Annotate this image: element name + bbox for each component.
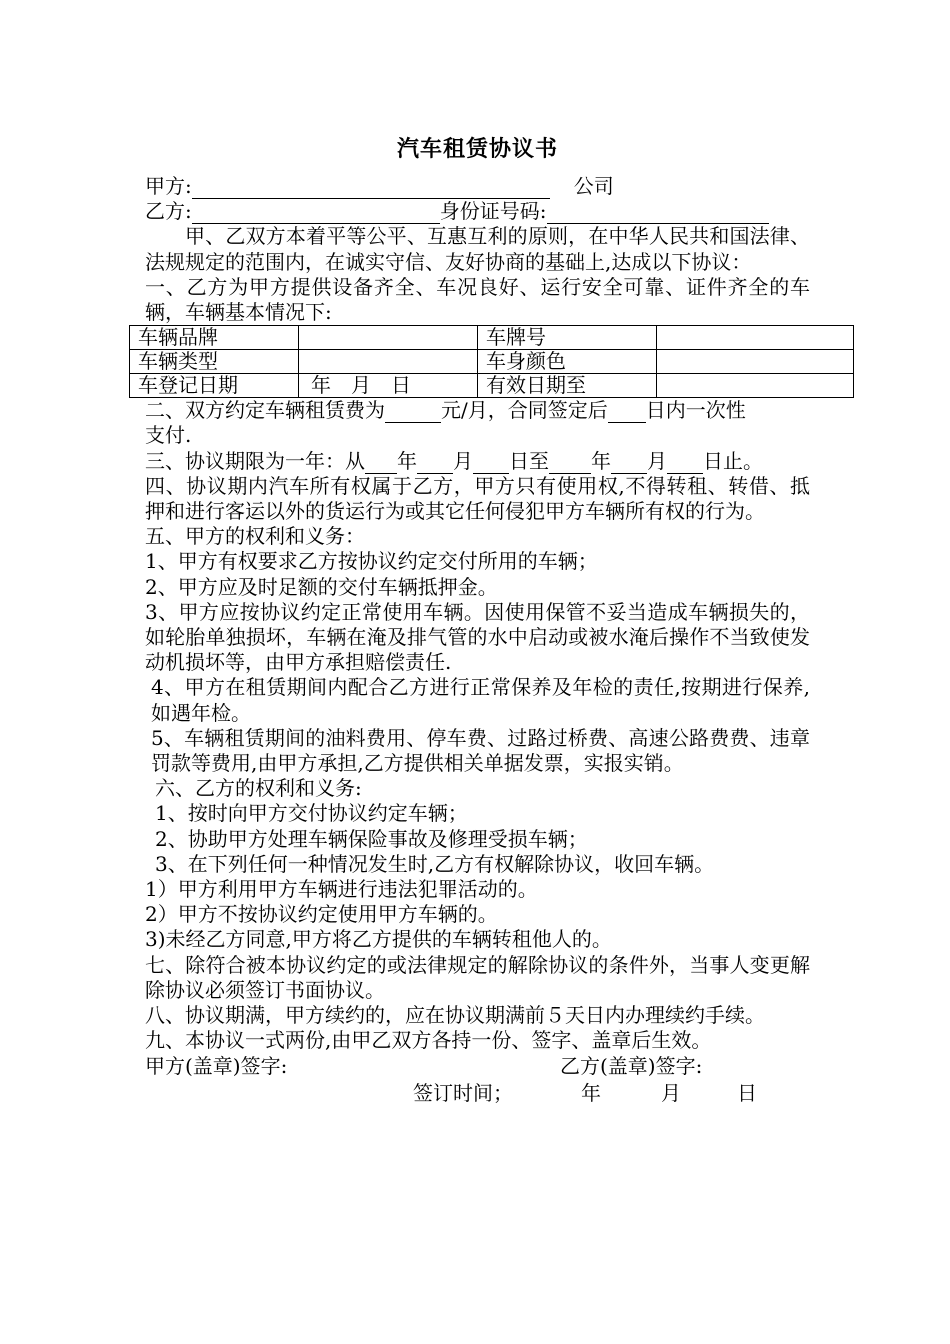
- party-a-label: 甲方:: [145, 174, 192, 198]
- clause-2-line: [145, 398, 810, 423]
- party-b-signature-label: 乙方(盖章)签字:: [560, 1053, 703, 1078]
- clause-2-text-d: 支付.: [145, 423, 192, 448]
- table-cell: [657, 350, 854, 374]
- rent-fee-blank: [385, 402, 441, 423]
- clause-6-sub-item-3: 3)未经乙方同意,甲方将乙方提供的车辆转租他人的。: [145, 927, 612, 952]
- table-cell: 年 月 日: [299, 374, 478, 398]
- clause-2-text-c: 日内一次性: [645, 398, 746, 423]
- document-title: 汽车租赁协议书: [396, 136, 558, 162]
- clause-5-item-3: 3、甲方应按协议约定正常使用车辆。因使用保管不妥当造成车辆损失的，如轮胎单独损坏，车辆在淹及排气管的水中启动或被水淹后操作不当致使发动机损坏等，由甲方承担赔偿责任.: [145, 599, 810, 675]
- table-cell: 车辆品牌: [130, 326, 299, 350]
- clause-3-text-a: 三、协议期限为一年：从: [145, 448, 365, 473]
- start-year-label: 年: [397, 448, 417, 473]
- clause-6-item-3: 3、在下列任何一种情况发生时,乙方有权解除协议，收回车辆。: [155, 851, 715, 876]
- table-row: [130, 374, 854, 398]
- start-month-label: 月: [453, 448, 473, 473]
- table-cell: [657, 326, 854, 350]
- clause-6-item-1: 1、按时向甲方交付协议约定车辆；: [155, 801, 468, 826]
- signature-line: [145, 1054, 810, 1079]
- end-month-blank: [611, 453, 647, 474]
- table-cell: 车登记日期: [130, 374, 299, 398]
- signing-year-label: 年: [581, 1080, 601, 1105]
- table-cell: [299, 350, 478, 374]
- signing-date-line: [145, 1079, 810, 1107]
- party-b-label: 乙方:: [145, 199, 192, 224]
- end-day-label: 日止。: [703, 448, 763, 473]
- id-number-blank: [547, 203, 769, 224]
- table-cell: [299, 326, 478, 350]
- table-cell: 车牌号: [478, 326, 657, 350]
- clause-7: 七、除符合被本协议约定的或法律规定的解除协议的条件外，当事人变更解除协议必须签订书面协议。: [145, 952, 810, 1002]
- table-row: [130, 350, 854, 374]
- table-cell: 有效日期至: [478, 374, 657, 398]
- intro-paragraph: 甲、乙双方本着平等公平、互惠互利的原则，在中华人民共和国法律、法规规定的范围内，在诚实守信、友好协商的基础上,达成以下协议：: [145, 224, 810, 274]
- table-cell: 车辆类型: [130, 350, 299, 374]
- clause-6-heading: 六、乙方的权利和义务:: [155, 776, 362, 801]
- clause-5-item-4: 4、甲方在租赁期间内配合乙方进行正常保养及年检的责任,按期进行保养,如遇年检。: [151, 675, 810, 725]
- clause-6-item-2: 2、协助甲方处理车辆保险事故及修理受损车辆；: [155, 826, 588, 851]
- end-year-blank: [549, 453, 591, 474]
- table-cell: [657, 374, 854, 398]
- signing-date-label: 签订时间；: [413, 1080, 513, 1105]
- party-b-line: [145, 199, 810, 224]
- clause-5-item-2: 2、甲方应及时足额的交付车辆抵押金。: [145, 574, 498, 599]
- document-content: [138, 132, 810, 1107]
- clause-4: 四、协议期内汽车所有权属于乙方，甲方只有使用权,不得转租、转借、抵押和进行客运以外的货运行为或其它任何侵犯甲方车辆所有权的行为。: [145, 473, 810, 524]
- clause-5-item-1: 1、甲方有权要求乙方按协议约定交付所用的车辆；: [145, 549, 598, 574]
- party-a-suffix: 公司: [573, 174, 614, 198]
- party-a-line: [145, 174, 810, 199]
- signing-month-label: 月: [661, 1080, 681, 1105]
- id-number-label: 身份证号码:: [439, 199, 547, 224]
- clause-2-text-b: 元/月，合同签定后: [441, 398, 608, 423]
- party-b-blank: [192, 203, 440, 224]
- clause-8: 八、协议期满，甲方续约的，应在协议期满前５天日内办理续约手续。: [145, 1003, 765, 1028]
- party-a-signature-label: 甲方(盖章)签字:: [145, 1053, 288, 1078]
- clause-6-sub-item-1: 1）甲方利用甲方车辆进行违法犯罪活动的。: [145, 877, 538, 902]
- end-day-blank: [667, 453, 703, 474]
- start-year-blank: [365, 453, 397, 474]
- start-month-blank: [417, 453, 453, 474]
- clause-2-text-a: 二、双方约定车辆租赁费为: [145, 398, 385, 423]
- clause-1: 一、乙方为甲方提供设备齐全、车况良好、运行安全可靠、证件齐全的车辆，车辆基本情况下:: [145, 274, 810, 325]
- table-cell: 车身颜色: [478, 350, 657, 374]
- clause-5-heading: 五、甲方的权利和义务：: [145, 524, 365, 549]
- table-row: [130, 326, 854, 350]
- payment-days-blank: [608, 402, 646, 423]
- end-month-label: 月: [647, 448, 667, 473]
- start-day-label: 日至: [509, 448, 549, 473]
- clause-9: 九、本协议一式两份,由甲乙双方各持一份、签字、盖章后生效。: [145, 1028, 712, 1053]
- end-year-label: 年: [591, 448, 611, 473]
- clause-5-item-5: 5、车辆租赁期间的油料费用、停车费、过路过桥费、高速公路费费、违章罚款等费用,由甲方承担,乙方提供相关单据发票，实报实销。: [151, 725, 810, 776]
- party-a-blank: [192, 178, 550, 199]
- start-day-blank: [473, 453, 509, 474]
- signing-day-label: 日: [737, 1080, 757, 1105]
- vehicle-info-table: [129, 325, 854, 398]
- clause-6-sub-item-2: 2）甲方不按协议约定使用甲方车辆的。: [145, 902, 498, 927]
- clause-3-line: [145, 449, 810, 474]
